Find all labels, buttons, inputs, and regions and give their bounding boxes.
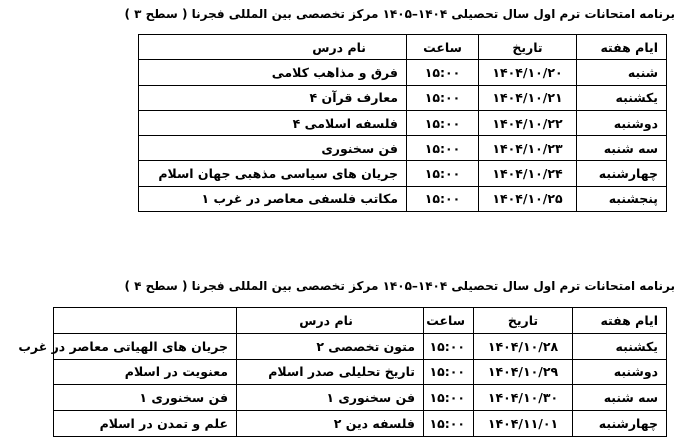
header-course: نام درس bbox=[139, 35, 407, 60]
header-time: ساعت bbox=[424, 308, 474, 334]
cell-time: ۱۵:۰۰ bbox=[424, 359, 474, 385]
table-row bbox=[54, 385, 667, 411]
cell-day: دوشنبه bbox=[577, 110, 667, 135]
cell-course-secondary: معنویت در اسلام bbox=[54, 359, 237, 385]
cell-course: متون تخصصی ۲ bbox=[237, 333, 424, 359]
table-row bbox=[139, 136, 667, 161]
table-row bbox=[54, 359, 667, 385]
cell-time: ۱۵:۰۰ bbox=[407, 186, 479, 211]
table-row bbox=[54, 333, 667, 359]
schedule-title-level-4: برنامه امتحانات ترم اول سال تحصیلی ۱۴۰۴–۱۴۰۵ مرکز تخصصی بین المللی فجرنا ( سطح ۴ ) bbox=[124, 279, 675, 293]
cell-course: فرق و مذاهب کلامی bbox=[139, 60, 407, 85]
header-date: تاریخ bbox=[474, 308, 573, 334]
table-row bbox=[139, 161, 667, 186]
cell-course: فلسفه دین ۲ bbox=[237, 411, 424, 437]
cell-course: معارف قرآن ۴ bbox=[139, 85, 407, 110]
table-row bbox=[139, 60, 667, 85]
cell-time: ۱۵:۰۰ bbox=[407, 85, 479, 110]
cell-time: ۱۵:۰۰ bbox=[407, 161, 479, 186]
cell-course: مکاتب فلسفی معاصر در غرب ۱ bbox=[139, 186, 407, 211]
cell-course-secondary: علم و تمدن در اسلام bbox=[54, 411, 237, 437]
cell-time: ۱۵:۰۰ bbox=[407, 136, 479, 161]
cell-time: ۱۵:۰۰ bbox=[407, 60, 479, 85]
header-course-secondary bbox=[54, 308, 237, 334]
cell-date: ۱۴۰۴/۱۰/۲۸ bbox=[474, 333, 573, 359]
schedule-title-level-3: برنامه امتحانات ترم اول سال تحصیلی ۱۴۰۴–۱۴۰۵ مرکز تخصصی بین المللی فجرنا ( سطح ۳ ) bbox=[124, 7, 675, 21]
exam-schedule-table-level-3 bbox=[138, 34, 667, 212]
cell-time: ۱۵:۰۰ bbox=[424, 385, 474, 411]
cell-date: ۱۴۰۴/۱۰/۲۵ bbox=[479, 186, 577, 211]
cell-date: ۱۴۰۴/۱۰/۲۴ bbox=[479, 161, 577, 186]
cell-day: شنبه bbox=[577, 60, 667, 85]
cell-time: ۱۵:۰۰ bbox=[407, 110, 479, 135]
cell-course-secondary: فن سخنوری ۱ bbox=[54, 385, 237, 411]
cell-time: ۱۵:۰۰ bbox=[424, 333, 474, 359]
header-day: ایام هفته bbox=[573, 308, 667, 334]
cell-date: ۱۴۰۴/۱۰/۲۱ bbox=[479, 85, 577, 110]
table-row bbox=[139, 186, 667, 211]
table-header-row bbox=[54, 308, 667, 334]
cell-date: ۱۴۰۴/۱۰/۲۳ bbox=[479, 136, 577, 161]
cell-date: ۱۴۰۴/۱۰/۳۰ bbox=[474, 385, 573, 411]
table-header-row bbox=[139, 35, 667, 60]
table-row bbox=[139, 85, 667, 110]
cell-course: جریان های سیاسی مذهبی جهان اسلام bbox=[139, 161, 407, 186]
cell-date: ۱۴۰۴/۱۰/۲۰ bbox=[479, 60, 577, 85]
cell-course: تاریخ تحلیلی صدر اسلام bbox=[237, 359, 424, 385]
cell-day: چهارشنبه bbox=[573, 411, 667, 437]
cell-course: فن سخنوری bbox=[139, 136, 407, 161]
header-time: ساعت bbox=[407, 35, 479, 60]
cell-day: یکشنبه bbox=[577, 85, 667, 110]
cell-date: ۱۴۰۴/۱۰/۲۹ bbox=[474, 359, 573, 385]
cell-day: سه شنبه bbox=[577, 136, 667, 161]
cell-date: ۱۴۰۴/۱۱/۰۱ bbox=[474, 411, 573, 437]
cell-time: ۱۵:۰۰ bbox=[424, 411, 474, 437]
cell-day: سه شنبه bbox=[573, 385, 667, 411]
cell-day: دوشنبه bbox=[573, 359, 667, 385]
cell-day: چهارشنبه bbox=[577, 161, 667, 186]
cell-day: یکشنبه bbox=[573, 333, 667, 359]
cell-day: پنجشنبه bbox=[577, 186, 667, 211]
header-date: تاریخ bbox=[479, 35, 577, 60]
header-day: ایام هفته bbox=[577, 35, 667, 60]
exam-schedule-table-level-4 bbox=[18, 307, 667, 437]
cell-date: ۱۴۰۴/۱۰/۲۲ bbox=[479, 110, 577, 135]
header-course: نام درس bbox=[237, 308, 424, 334]
cell-course: فلسفه اسلامی ۴ bbox=[139, 110, 407, 135]
table-row bbox=[54, 411, 667, 437]
table-row bbox=[139, 110, 667, 135]
cell-course-secondary: جریان های الهیاتی معاصر در غرب bbox=[54, 333, 237, 359]
cell-course: فن سخنوری ۱ bbox=[237, 385, 424, 411]
